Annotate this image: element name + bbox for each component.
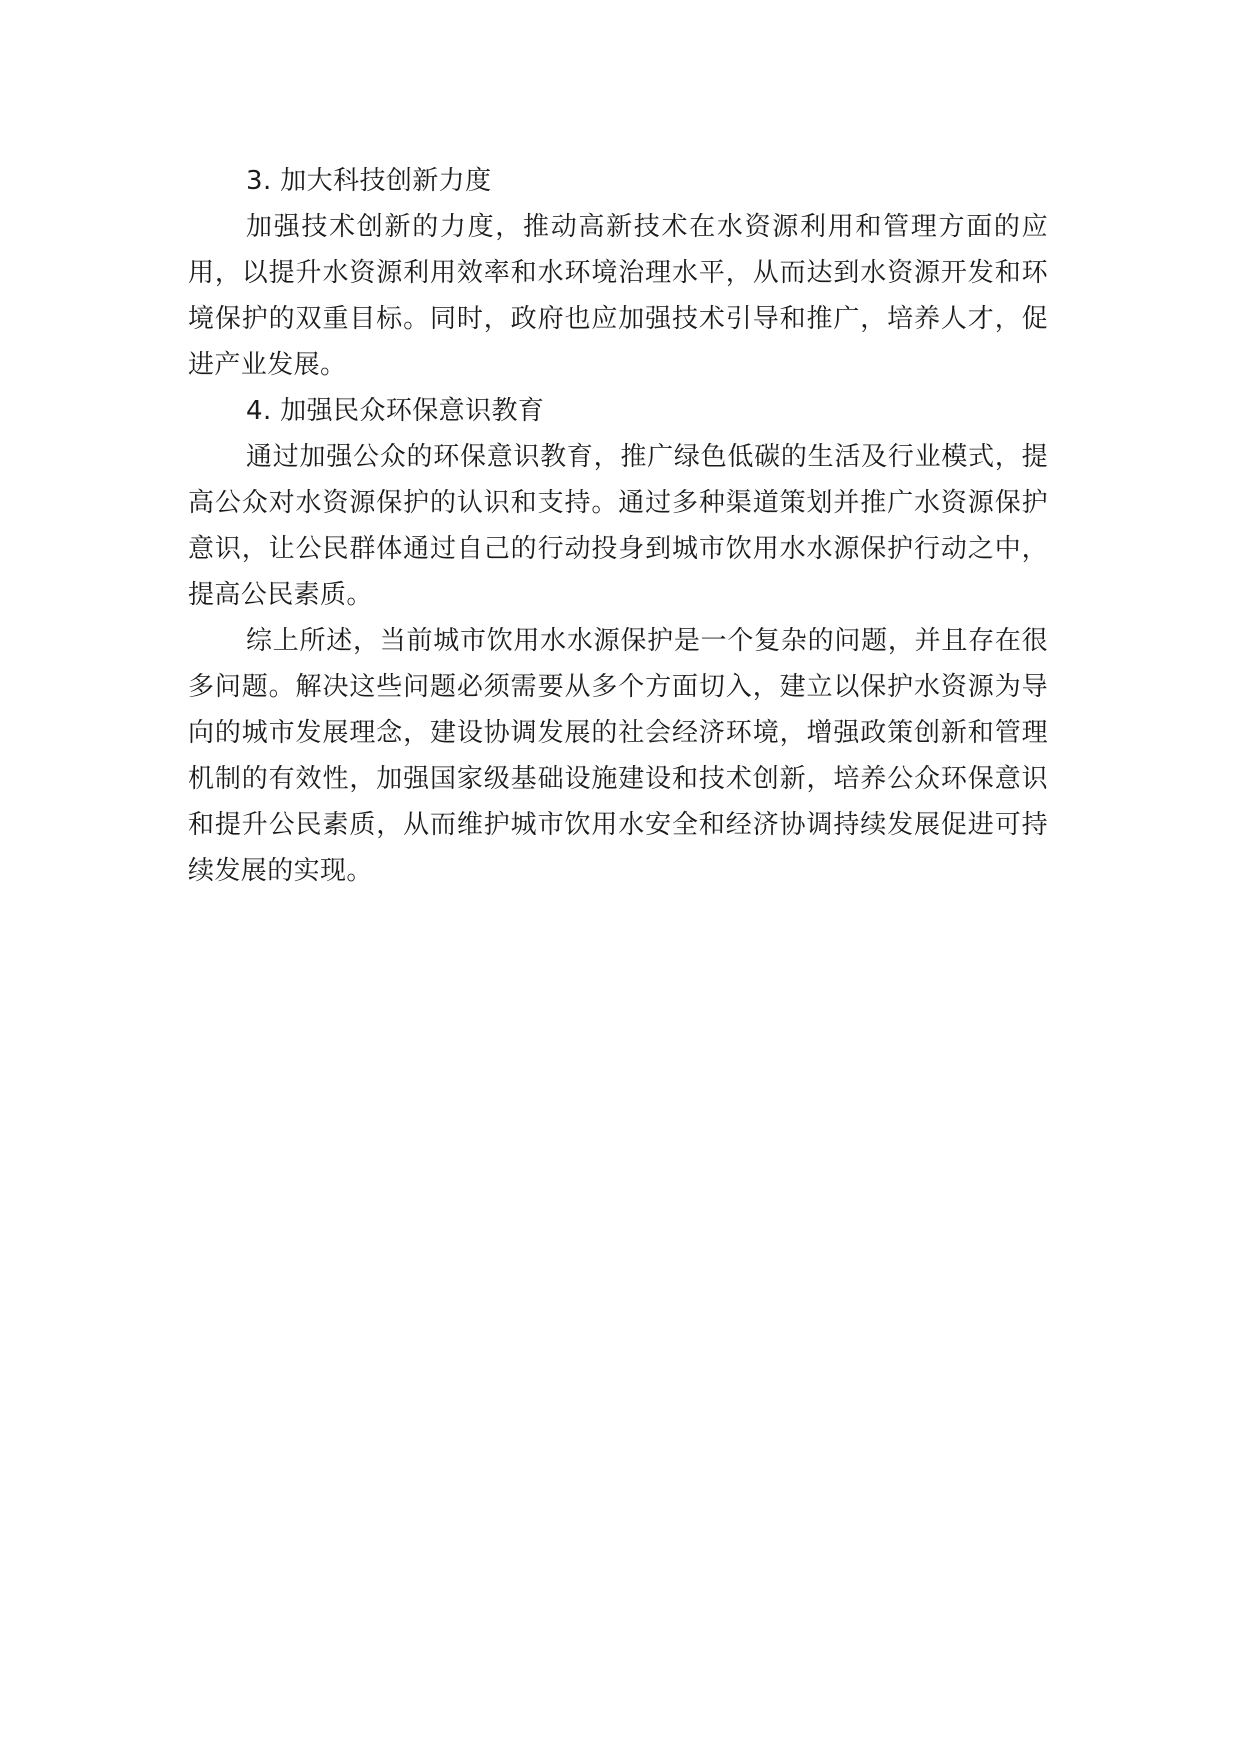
section-heading-4: 4. 加强民众环保意识教育	[246, 396, 545, 426]
paragraph-public-awareness: 通过加强公众的环保意识教育，推广绿色低碳的生活及行业模式，提高公众对水资源保护的认识和支持。通过多种渠道策划并推广水资源保护意识，让公民群体通过自己的行动投身到城市饮用水水源保护行动之中，提高公民素质。	[188, 442, 1048, 610]
document-body	[188, 158, 1048, 894]
section-heading-3: 3. 加大科技创新力度	[246, 166, 492, 196]
paragraph-conclusion: 综上所述，当前城市饮用水水源保护是一个复杂的问题，并且存在很多问题。解决这些问题必须需要从多个方面切入，建立以保护水资源为导向的城市发展理念，建设协调发展的社会经济环境，增强政策创新和管理机制的有效性，加强国家级基础设施建设和技术创新，培养公众环保意识和提升公民素质，从而维护城市饮用水安全和经济协调持续发展促进可持续发展的实现。	[188, 626, 1048, 886]
paragraph-tech-innovation: 加强技术创新的力度，推动高新技术在水资源利用和管理方面的应用，以提升水资源利用效率和水环境治理水平，从而达到水资源开发和环境保护的双重目标。同时，政府也应加强技术引导和推广，培养人才，促进产业发展。	[188, 212, 1048, 380]
